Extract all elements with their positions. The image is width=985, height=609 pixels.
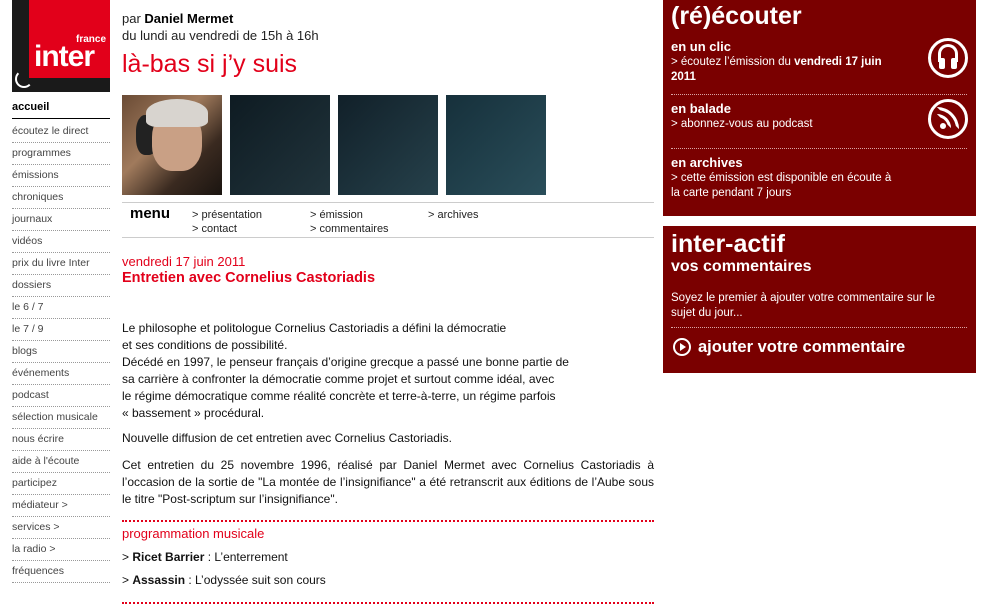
nav-item-journaux[interactable]: journaux [12,209,110,231]
inter-actif-title: inter-actif [671,230,785,258]
archives-line: la carte pendant 7 jours [671,187,792,199]
author-line [122,10,642,27]
box-divider [671,148,967,149]
nav-item-participez[interactable]: participez [12,473,110,495]
menu-emission-link[interactable]: > émission [310,209,363,221]
menu-contact-link[interactable]: > contact [192,223,237,235]
article [122,254,654,506]
dotted-divider [122,520,654,522]
menu-archives-link[interactable]: > archives [428,209,479,221]
ecoutez-date: vendredi 17 juin [794,56,882,68]
menu-label: menu [130,205,171,222]
archives-line: > cette émission est disponible en écoute à [671,172,892,184]
left-nav [12,99,110,583]
rss-dot [940,123,946,129]
reecouter-box [663,0,976,216]
nav-item-la-radio[interactable]: la radio > [12,539,110,561]
add-comment-button[interactable]: ajouter votre commentaire [698,338,906,356]
p1-line: le régime démocratique comme réalité concrète et terre-à-terre, un régime parfois [122,389,556,403]
play-circle-icon[interactable] [673,338,691,356]
ecoutez-emission-link[interactable] [671,55,911,85]
nav-item-videos[interactable]: vidéos [12,231,110,253]
logo-inter-text: inter [34,40,95,73]
nav-item-selection-musicale[interactable]: sélection musicale [12,407,110,429]
headphones-right [951,58,957,69]
nav-item-prix-livre[interactable]: prix du livre Inter [12,253,110,275]
inter-actif-box [663,226,976,373]
comment-prompt [671,291,935,321]
comment-prompt-line: Soyez le premier à ajouter votre commentaire sur le [671,292,935,304]
en-archives-heading: en archives [671,155,743,170]
track-artist[interactable]: Ricet Barrier [132,550,205,564]
photo-thumb-3 [338,95,438,195]
box-divider [671,94,967,95]
nav-item-direct[interactable]: écoutez le direct [12,121,110,143]
photo-hair [146,99,208,127]
en-un-clic-heading: en un clic [671,39,731,54]
p1-line: « bassement » procédural. [122,406,265,420]
programmation-heading: programmation musicale [122,526,265,541]
nav-item-frequences[interactable]: fréquences [12,561,110,583]
track-title: : L’enterrement [204,550,288,564]
box-divider [671,327,967,328]
nav-item-chroniques[interactable]: chroniques [12,187,110,209]
comment-prompt-line: sujet du jour... [671,307,743,319]
nav-item-accueil[interactable]: accueil [12,99,110,119]
article-paragraph-2: Nouvelle diffusion de cet entretien avec Cornelius Castoriadis. [122,431,452,445]
logo-france-text: france [75,34,106,45]
article-paragraph-3: Cet entretien du 25 novembre 1996, réalisé par Daniel Mermet avec Cornelius Castoriadis à l’occasion de la sortie de "La montée de l’insignifiance" a été retranscrit aux éditions de l’Aube sous le titre "Post-scriptum sur l’insignifiance". [122,458,654,506]
dotted-divider [122,602,654,604]
p1-line: Le philosophe et politologue Cornelius Castoriadis a défini la démocratie [122,321,507,335]
track-item: > Ricet Barrier : L’enterrement [122,550,288,564]
photo-thumb-2 [230,95,330,195]
rss-icon[interactable] [928,99,968,139]
nav-item-podcast[interactable]: podcast [12,385,110,407]
photo-thumb-4 [446,95,546,195]
nav-item-mediateur[interactable]: médiateur > [12,495,110,517]
nav-item-6-7[interactable]: le 6 / 7 [12,297,110,319]
nav-item-evenements[interactable]: événements [12,363,110,385]
nav-item-programmes[interactable]: programmes [12,143,110,165]
ecoutez-text: > écoutez l’émission du [671,56,795,68]
track-item: > Assassin : L’odyssée suit son cours [122,573,326,587]
ecoutez-year: 2011 [671,71,696,83]
nav-item-blogs[interactable]: blogs [12,341,110,363]
show-menu [122,202,654,238]
author-name: Daniel Mermet [144,11,234,26]
article-title: Entretien avec Cornelius Castoriadis [122,270,376,286]
p1-line: Décédé en 1997, le penseur français d’origine grecque a passé une bonne partie de [122,355,569,369]
nav-item-services[interactable]: services > [12,517,110,539]
show-title: là-bas si j’y suis [122,50,298,78]
nav-item-nous-ecrire[interactable]: nous écrire [12,429,110,451]
nav-item-7-9[interactable]: le 7 / 9 [12,319,110,341]
podcast-link[interactable]: > abonnez-vous au podcast [671,118,813,130]
par-label: par [122,11,145,26]
article-paragraph-1 [122,320,592,422]
headphones-left [939,58,945,69]
menu-presentation-link[interactable]: > présentation [192,209,263,221]
reecouter-title: (ré)écouter [671,2,802,30]
show-header [122,10,642,79]
menu-commentaires-link[interactable]: > commentaires [310,223,389,235]
en-balade-heading: en balade [671,101,731,116]
host-photo [122,95,222,195]
p1-line: sa carrière à confronter la démocratie comme projet et surtout comme idéal, avec [122,372,555,386]
logo-phone-icon [15,70,33,88]
france-inter-logo[interactable] [12,0,110,92]
nav-item-aide-ecoute[interactable]: aide à l'écoute [12,451,110,473]
archives-text[interactable] [671,171,891,201]
nav-item-dossiers[interactable]: dossiers [12,275,110,297]
headphones-icon[interactable] [928,38,968,78]
track-title: : L’odyssée suit son cours [185,573,326,587]
vos-commentaires-heading: vos commentaires [671,258,812,275]
schedule: du lundi au vendredi de 15h à 16h [122,28,319,43]
nav-item-emissions[interactable]: émissions [12,165,110,187]
article-date: vendredi 17 juin 2011 [122,254,246,269]
p1-line: et ses conditions de possibilité. [122,338,288,352]
track-artist[interactable]: Assassin [132,573,186,587]
